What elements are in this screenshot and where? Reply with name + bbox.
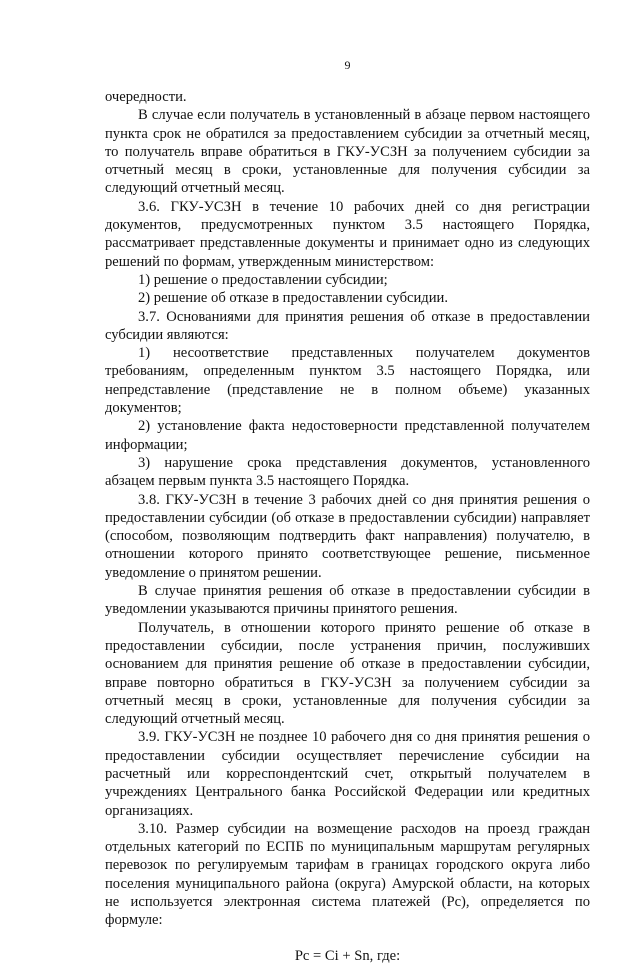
paragraph-3-10: 3.10. Размер субсидии на возмещение расходов на проезд граждан отдельных категорий по ЕСПБ по муниципальным маршрутам регулярных перевозок по регулируемым тарифам в границах городского округа либо поселения муниципального района (округа) Амурской области, на которых не используется электронная система платежей (Рс), определяется по формуле:: [105, 820, 590, 929]
paragraph-3-8: 3.8. ГКУ-УСЗН в течение 3 рабочих дней со дня принятия решения о предоставлении субсидии (об отказе в предоставлении субсидии) направляет (способом, позволяющим подтвердить факт направления) получателю, в отношении которого принято соответствующее решение, письменное уведомление о принятом решении.: [105, 491, 590, 581]
paragraph: В случае принятия решения об отказе в предоставлении субсидии в уведомлении указываются причины принятого решения.: [105, 583, 590, 618]
list-item: 2) решение об отказе в предоставлении субсидии.: [138, 290, 448, 307]
list-item: 1) несоответствие представленных получателем документов требованиям, определенным пунктом 3.5 настоящего Порядка, или непредставление (представление не в полном объеме) указанных документов;: [105, 345, 590, 417]
paragraph: Получатель, в отношении которого принято решение об отказе в предоставлении субсидии, после устранения причин, послуживших основанием для принятия решение об отказе в предоставлении субсидии, вправе повторно обратиться в ГКУ-УСЗН за получением субсидии за отчетный месяц в сроки, установленные для получения субсидии за следующий отчетный месяц.: [105, 619, 590, 728]
list-item: 1) решение о предоставлении субсидии;: [138, 271, 388, 288]
paragraph: В случае если получатель в установленный в абзаце первом настоящего пункта срок не обратился за предоставлением субсидии за отчетный месяц, то получатель вправе обратиться в ГКУ-УСЗН за получением субсидии за отчетный месяц в сроки, установленные для получения субсидии за следующий отчетный месяц.: [105, 107, 590, 197]
formula: Рс = Ci + Sn, где:: [294, 947, 401, 964]
list-item: 3) нарушение срока представления документов, установленного абзацем первым пункта 3.5 настоящего Порядка.: [105, 454, 590, 490]
page-number: 9: [344, 58, 351, 72]
list-item: 2) установление факта недостоверности представленной получателем информации;: [105, 418, 590, 453]
paragraph-3-9: 3.9. ГКУ-УСЗН не позднее 10 рабочего дня со дня принятия решения о предоставлении субсидии осуществляет перечисление субсидии на расчетный или корреспондентский счет, открытый получателем в учреждениях Центрального банка Российской Федерации или кредитных организациях.: [105, 729, 590, 819]
paragraph-continuation: очередности.: [105, 89, 187, 105]
paragraph-3-7: 3.7. Основаниями для принятия решения об отказе в предоставлении субсидии являются:: [105, 308, 590, 343]
paragraph-3-6: 3.6. ГКУ-УСЗН в течение 10 рабочих дней со дня регистрации документов, предусмотренных пунктом 3.5 настоящего Порядка, рассматривает представленные документы и принимает одно из следующих решений по формам, утвержденным министерством:: [105, 198, 590, 270]
